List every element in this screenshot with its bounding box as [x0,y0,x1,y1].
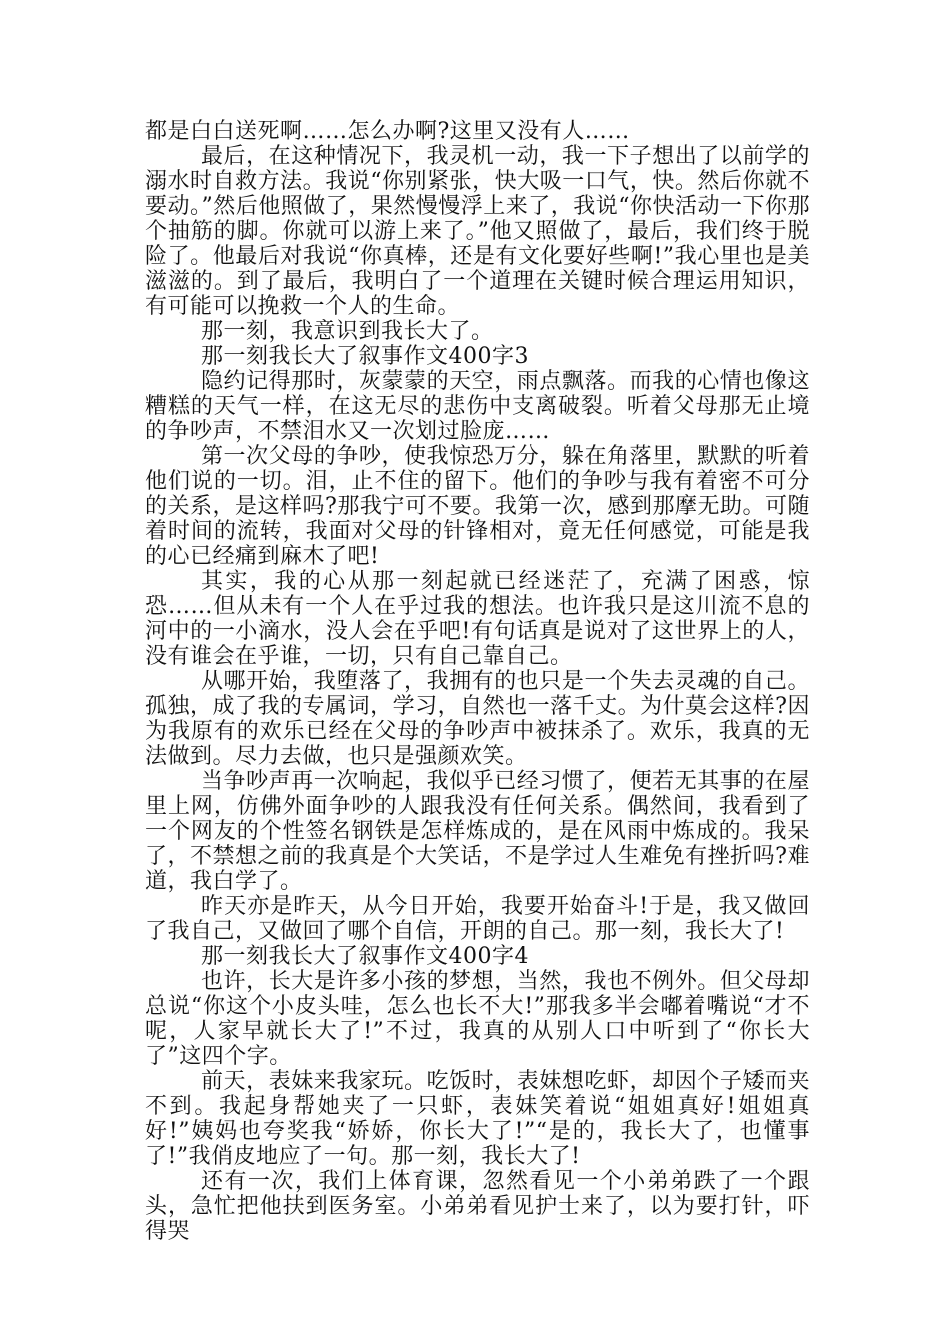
paragraph: 从哪开始，我堕落了，我拥有的也只是一个失去灵魂的自己。孤独，成了我的专属词，学习，自然也一落千丈。为什莫会这样?因为我原有的欢乐已经在父母的争吵声中被抹杀了。欢乐，我真的无法做到。尽力去做，也只是强颜欢笑。 [145,669,810,769]
paragraph: 昨天亦是昨天，从今日开始，我要开始奋斗!于是，我又做回了我自己，又做回了哪个自信，开朗的自己。那一刻，我长大了! [145,894,810,944]
paragraph: 最后，在这种情况下，我灵机一动，我一下子想出了以前学的溺水时自救方法。我说“你别紧张，快大吸一口气，快。然后你就不要动。”然后他照做了，果然慢慢浮上来了，我说“你快活动一下你那个抽筋的脚。你就可以游上来了。”他又照做了，最后，我们终于脱险了。他最后对我说“你真棒，还是有文化要好些啊!”我心里也是美滋滋的。到了最后，我明白了一个道理在关键时候合理运用知识，有可能可以挽救一个人的生命。 [145,144,810,319]
document-body [145,119,810,1244]
section-heading: 那一刻我长大了叙事作文400字4 [201,944,529,969]
paragraph: 当争吵声再一次响起，我似乎已经习惯了，便若无其事的在屋里上网，仿佛外面争吵的人跟我没有任何关系。偶然间，我看到了一个网友的个性签名钢铁是怎样炼成的，是在风雨中炼成的。我呆了，不禁想之前的我真是个大笑话，不是学过人生难免有挫折吗?难道，我白学了。 [145,769,810,894]
paragraph: 都是白白送死啊……怎么办啊?这里又没有人…… [145,119,630,144]
paragraph: 也许，长大是许多小孩的梦想，当然，我也不例外。但父母却总说“你这个小皮头哇，怎么也长不大!”那我多半会嘟着嘴说“才不呢，人家早就长大了!”不过，我真的从别人口中听到了“你长大了”这四个字。 [145,969,810,1069]
paragraph: 第一次父母的争吵，使我惊恐万分，躲在角落里，默默的听着他们说的一切。泪，止不住的留下。他们的争吵与我有着密不可分的关系，是这样吗?那我宁可不要。我第一次，感到那摩无助。可随着时间的流转，我面对父母的针锋相对，竟无任何感觉，可能是我的心已经痛到麻木了吧! [145,444,810,569]
section-heading: 那一刻我长大了叙事作文400字3 [201,344,529,369]
paragraph: 隐约记得那时，灰蒙蒙的天空，雨点飘落。而我的心情也像这糟糕的天气一样，在这无尽的悲伤中支离破裂。听着父母那无止境的争吵声，不禁泪水又一次划过脸庞…… [145,369,810,444]
paragraph: 前天，表妹来我家玩。吃饭时，表妹想吃虾，却因个子矮而夹不到。我起身帮她夹了一只虾，表妹笑着说“姐姐真好!姐姐真好!”姨妈也夸奖我“娇娇，你长大了!”“是的，我长大了，也懂事了!”我俏皮地应了一句。那一刻，我长大了! [145,1069,810,1169]
paragraph: 还有一次，我们上体育课，忽然看见一个小弟弟跌了一个跟头，急忙把他扶到医务室。小弟弟看见护士来了，以为要打针，吓得哭 [145,1169,810,1244]
paragraph: 其实，我的心从那一刻起就已经迷茫了，充满了困惑，惊恐……但从未有一个人在乎过我的想法。也许我只是这川流不息的河中的一小滴水，没人会在乎吧!有句话真是说对了这世界上的人，没有谁会在乎谁，一切，只有自己靠自己。 [145,569,810,669]
paragraph: 那一刻，我意识到我长大了。 [201,319,494,344]
